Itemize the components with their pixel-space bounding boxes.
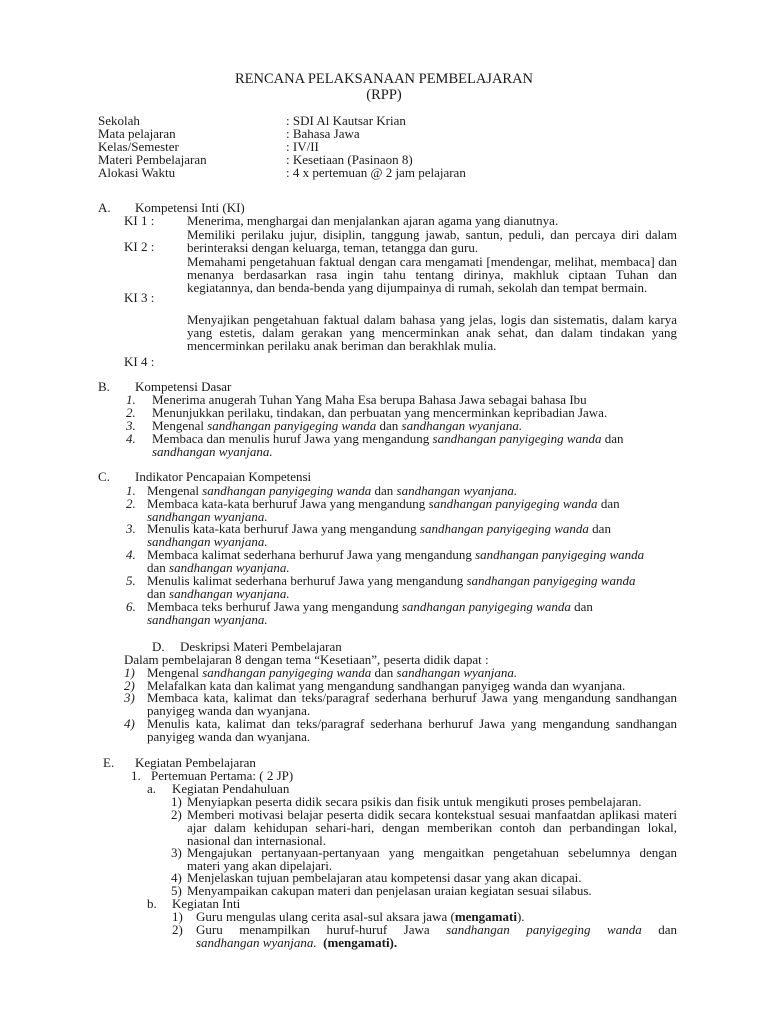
meeting-title: Pertemuan Pertama: ( 2 JP) xyxy=(151,768,294,783)
indicator-text-continued: dan sandhangan wyanjana. xyxy=(147,586,290,601)
indicator-text-continued: dan sandhangan wyanjana. xyxy=(147,560,290,575)
activity-b-letter: b. xyxy=(147,896,157,911)
kd-text: Mengenal sandhangan panyigeging wanda dan sandhangan wyanjana. xyxy=(152,418,523,433)
ki4-text: Menyajikan pengetahuan faktual dalam bahasa yang jelas, logis dan sistematis, dalam karya yang estetis, dalam gerakan yang mencerminkan anak sehat, dan dalam tindakan yang mencerminkan perilaku anak beriman dan berakhlak mulia. xyxy=(187,312,677,353)
core-step-number: 1) xyxy=(172,909,183,924)
kd-text-continued: sandhangan wyanjana. xyxy=(152,444,273,459)
intro-step-number: 1) xyxy=(171,794,182,809)
identity-value-material: : Kesetiaan (Pasinaon 8) xyxy=(286,152,413,167)
indicator-text-continued: sandhangan wyanjana. xyxy=(147,534,268,549)
indicator-number: 5. xyxy=(126,573,136,588)
identity-value-class: : IV/II xyxy=(286,139,319,154)
identity-label-school: Sekolah xyxy=(98,113,140,128)
section-d-heading: Deskripsi Materi Pembelajaran xyxy=(180,639,342,654)
kd-number: 4. xyxy=(126,431,136,446)
indicator-text: Mengenal sandhangan panyigeging wanda dan sandhangan wyanjana. xyxy=(147,483,518,498)
intro-step-text: Menjelaskan tujuan pembelajaran atau kompetensi dasar yang akan dicapai. xyxy=(187,870,582,885)
activity-b-heading: Kegiatan Inti xyxy=(172,896,241,911)
indicator-text-continued: sandhangan wyanjana. xyxy=(147,612,268,627)
section-e-letter: E. xyxy=(103,755,115,770)
intro-step-number: 2) xyxy=(171,807,182,822)
section-a-heading: Kompetensi Inti (KI) xyxy=(135,200,245,215)
kd-text: Menunjukkan perilaku, tindakan, dan perbuatan yang mencerminkan kepribadian Jawa. xyxy=(152,405,608,420)
description-text: Mengenal sandhangan panyigeging wanda dan sandhangan wyanjana. xyxy=(147,665,518,680)
section-c-heading: Indikator Pencapaian Kompetensi xyxy=(135,469,312,484)
description-text: Membaca kata, kalimat dan teks/paragraf sederhana berhuruf Jawa yang mengandung sandhangan panyigeg wanda dan wyanjana. xyxy=(147,690,677,718)
identity-value-time: : 4 x pertemuan @ 2 jam pelajaran xyxy=(286,165,466,180)
activity-a-heading: Kegiatan Pendahuluan xyxy=(172,781,290,796)
indicator-number: 6. xyxy=(126,599,136,614)
kd-text: Membaca dan menulis huruf Jawa yang mengandung sandhangan panyigeging wanda dan xyxy=(152,431,624,446)
section-d-intro: Dalam pembelajaran 8 dengan tema “Kesetiaan”, peserta didik dapat : xyxy=(124,652,489,667)
kd-number: 2. xyxy=(126,405,136,420)
ki3-text: Memahami pengetahuan faktual dengan cara mengamati [mendengar, melihat, membaca] dan menanya berdasarkan rasa ingin tahu tentang dirinya, makhluk ciptaan Tuhan dan kegiatannya, dan benda-benda yang dijumpainya di rumah, sekolah dan tempat bermain. xyxy=(187,254,677,295)
indicator-text-continued: sandhangan wyanjana. xyxy=(147,509,268,524)
ki4-label: KI 4 : xyxy=(124,354,155,369)
indicator-text: Membaca kata-kata berhuruf Jawa yang mengandung sandhangan panyigeging wanda dan xyxy=(147,496,620,511)
kd-number: 3. xyxy=(126,418,136,433)
description-number: 3) xyxy=(124,690,135,705)
description-number: 2) xyxy=(124,678,135,693)
kd-number: 1. xyxy=(126,392,136,407)
section-b-heading: Kompetensi Dasar xyxy=(135,379,232,394)
indicator-text: Membaca kalimat sederhana berhuruf Jawa yang mengandung sandhangan panyigeging wanda xyxy=(147,547,645,562)
section-e-heading: Kegiatan Pembelajaran xyxy=(135,755,256,770)
intro-step-number: 4) xyxy=(171,870,182,885)
indicator-number: 4. xyxy=(126,547,136,562)
section-a-letter: A. xyxy=(98,200,111,215)
ki1-text: Menerima, menghargai dan menjalankan ajaran agama yang dianutnya. xyxy=(187,213,559,228)
core-step-text: Guru mengulas ulang cerita asal-sul aksara jawa (mengamati). xyxy=(196,909,525,924)
identity-label-subject: Mata pelajaran xyxy=(98,126,176,141)
indicator-text: Menulis kalimat sederhana berhuruf Jawa yang mengandung sandhangan panyigeging wanda xyxy=(147,573,636,588)
ki3-label: KI 3 : xyxy=(124,290,155,305)
ki2-label: KI 2 : xyxy=(124,239,155,254)
identity-value-subject: : Bahasa Jawa xyxy=(286,126,360,141)
document-title: RENCANA PELAKSANAAN PEMBELAJARAN xyxy=(234,71,534,87)
indicator-text: Membaca teks berhuruf Jawa yang mengandung sandhangan panyigeging wanda dan xyxy=(147,599,593,614)
section-c-letter: C. xyxy=(98,469,110,484)
identity-label-time: Alokasi Waktu xyxy=(98,165,176,180)
kd-text: Menerima anugerah Tuhan Yang Maha Esa berupa Bahasa Jawa sebagai bahasa Ibu xyxy=(152,392,587,407)
indicator-number: 1. xyxy=(126,483,136,498)
ki2-text: Memiliki perilaku jujur, disiplin, tanggung jawab, santun, peduli, dan percaya diri dalam berinteraksi dengan keluarga, teman, tetangga dan guru. xyxy=(187,227,677,255)
section-d-letter: D. xyxy=(152,639,165,654)
core-step-number: 2) xyxy=(172,922,183,937)
identity-value-school: : SDI Al Kautsar Krian xyxy=(286,113,406,128)
section-b-letter: B. xyxy=(98,379,110,394)
core-step-text-continued: sandhangan wyanjana. (mengamati). xyxy=(196,935,398,950)
intro-step-number: 3) xyxy=(171,845,182,860)
intro-step-text: Menyiapkan peserta didik secara psikis dan fisik untuk mengikuti proses pembelajaran. xyxy=(187,794,642,809)
description-text: Menulis kata, kalimat dan teks/paragraf sederhana berhuruf Jawa yang mengandung sandhangan panyigeg wanda dan wyanjana. xyxy=(147,716,677,744)
intro-step-text: Mengajukan pertanyaan-pertanyaan yang mengaitkan pengetahuan sebelumnya dengan materi yang akan dipelajari. xyxy=(187,845,677,873)
indicator-number: 2. xyxy=(126,496,136,511)
indicator-number: 3. xyxy=(126,521,136,536)
intro-step-text: Menyampaikan cakupan materi dan penjelasan uraian kegiatan sesuai silabus. xyxy=(187,883,592,898)
identity-label-class: Kelas/Semester xyxy=(98,139,179,154)
indicator-text: Menulis kata-kata berhuruf Jawa yang mengandung sandhangan panyigeging wanda dan xyxy=(147,521,611,536)
intro-step-number: 5) xyxy=(171,883,182,898)
description-number: 1) xyxy=(124,665,135,680)
intro-step-text: Memberi motivasi belajar peserta didik secara kontekstual sesuai manfaatdan aplikasi materi ajar dalam kehidupan sehari-hari, dengan memberikan contoh dan perbandingan lokal, nasional dan internasional. xyxy=(187,807,677,848)
meeting-number: 1. xyxy=(131,768,141,783)
ki1-label: KI 1 : xyxy=(124,213,155,228)
activity-a-letter: a. xyxy=(147,781,157,796)
description-text: Melafalkan kata dan kalimat yang mengandung sandhangan panyigeg wanda dan wyanjana. xyxy=(147,678,626,693)
document-subtitle: (RPP) xyxy=(366,87,402,103)
identity-label-material: Materi Pembelajaran xyxy=(98,152,207,167)
description-number: 4) xyxy=(124,716,135,731)
core-step-text: Guru menampilkan huruf-huruf Jawa sandhangan panyigeging wanda dan xyxy=(196,922,677,937)
